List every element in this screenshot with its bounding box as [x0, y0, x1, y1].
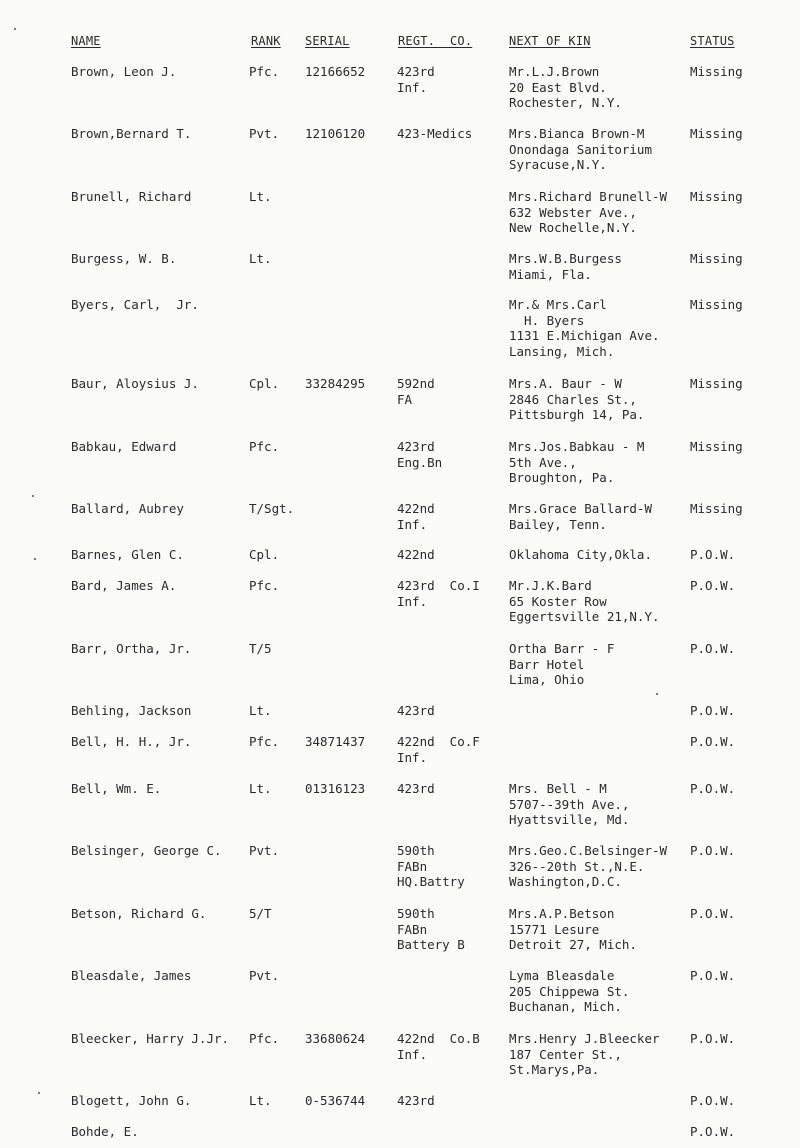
rank-cell: Lt.	[249, 1093, 272, 1108]
status-cell: Missing	[690, 439, 743, 454]
scan-speck	[38, 1092, 40, 1094]
rank-cell: 5/T	[249, 906, 272, 921]
rank-cell: Pvt.	[249, 968, 280, 983]
status-cell: P.O.W.	[690, 906, 736, 921]
regt-co-cell: 592nd FA	[397, 376, 435, 407]
scan-speck	[32, 495, 34, 497]
status-cell: Missing	[690, 64, 743, 79]
status-cell: P.O.W.	[690, 968, 736, 983]
status-cell: Missing	[690, 297, 743, 312]
status-cell: P.O.W.	[690, 703, 736, 718]
name-cell: Betson, Richard G.	[71, 906, 207, 921]
next-of-kin-cell: Mr.& Mrs.Carl H. Byers 1131 E.Michigan Ave. Lansing, Mich.	[509, 297, 660, 360]
serial-cell: 33680624	[305, 1031, 366, 1046]
rank-cell: Cpl.	[249, 547, 280, 562]
name-cell: Bleecker, Harry J.Jr.	[71, 1031, 230, 1046]
rank-cell: Lt.	[249, 703, 272, 718]
regt-co-cell: 423rd Co.I Inf.	[397, 578, 480, 609]
scan-speck	[656, 693, 658, 695]
name-cell: Behling, Jackson	[71, 703, 192, 718]
name-cell: Bohde, E.	[71, 1124, 139, 1139]
serial-cell: 34871437	[305, 734, 366, 749]
rank-cell: T/Sgt.	[249, 501, 295, 516]
next-of-kin-cell: Mrs.Henry J.Bleecker 187 Center St., St.Marys,Pa.	[509, 1031, 660, 1078]
rank-cell: Cpl.	[249, 376, 280, 391]
header-serial: SERIAL	[305, 34, 350, 48]
rank-cell: Lt.	[249, 781, 272, 796]
regt-co-cell: 423rd	[397, 703, 435, 718]
next-of-kin-cell: Mrs.A. Baur - W 2846 Charles St., Pittsburgh 14, Pa.	[509, 376, 645, 423]
name-cell: Byers, Carl, Jr.	[71, 297, 199, 312]
status-cell: P.O.W.	[690, 843, 736, 858]
name-cell: Bard, James A.	[71, 578, 177, 593]
name-cell: Bleasdale, James	[71, 968, 192, 983]
next-of-kin-cell: Lyma Bleasdale 205 Chippewa St. Buchanan, Mich.	[509, 968, 630, 1015]
name-cell: Blogett, John G.	[71, 1093, 192, 1108]
serial-cell: 12166652	[305, 64, 366, 79]
status-cell: P.O.W.	[690, 578, 736, 593]
next-of-kin-cell: Mrs.Richard Brunell-W 632 Webster Ave., New Rochelle,N.Y.	[509, 189, 668, 236]
status-cell: Missing	[690, 189, 743, 204]
status-cell: Missing	[690, 501, 743, 516]
status-cell: P.O.W.	[690, 641, 736, 656]
rank-cell: Lt.	[249, 251, 272, 266]
name-cell: Bell, Wm. E.	[71, 781, 162, 796]
scan-speck	[14, 28, 16, 30]
status-cell: P.O.W.	[690, 547, 736, 562]
regt-co-cell: 590th FABn Battery B	[397, 906, 465, 953]
regt-co-cell: 423rd	[397, 781, 435, 796]
name-cell: Brown, Leon J.	[71, 64, 177, 79]
rank-cell: Pfc.	[249, 64, 280, 79]
serial-cell: 12106120	[305, 126, 366, 141]
regt-co-cell: 423rd Inf.	[397, 64, 435, 95]
header-status: STATUS	[690, 34, 735, 48]
status-cell: P.O.W.	[690, 1093, 736, 1108]
rank-cell: Pvt.	[249, 126, 280, 141]
rank-cell: Pfc.	[249, 578, 280, 593]
next-of-kin-cell: Ortha Barr - F Barr Hotel Lima, Ohio	[509, 641, 615, 688]
name-cell: Barr, Ortha, Jr.	[71, 641, 192, 656]
regt-co-cell: 422nd Inf.	[397, 501, 435, 532]
next-of-kin-cell: Mrs.Grace Ballard-W Bailey, Tenn.	[509, 501, 652, 532]
name-cell: Babkau, Edward	[71, 439, 177, 454]
status-cell: P.O.W.	[690, 781, 736, 796]
serial-cell: 01316123	[305, 781, 366, 796]
status-cell: Missing	[690, 376, 743, 391]
name-cell: Brown,Bernard T.	[71, 126, 192, 141]
scan-speck	[34, 558, 36, 560]
rank-cell: T/5	[249, 641, 272, 656]
name-cell: Belsinger, George C.	[71, 843, 222, 858]
rank-cell: Lt.	[249, 189, 272, 204]
regt-co-cell: 422nd	[397, 547, 435, 562]
next-of-kin-cell: Mr.L.J.Brown 20 East Blvd. Rochester, N.Y.	[509, 64, 622, 111]
regt-co-cell: 422nd Co.B Inf.	[397, 1031, 480, 1062]
next-of-kin-cell: Oklahoma City,Okla.	[509, 547, 652, 562]
rank-cell: Pvt.	[249, 843, 280, 858]
name-cell: Barnes, Glen C.	[71, 547, 184, 562]
name-cell: Baur, Aloysius J.	[71, 376, 199, 391]
header-next-of-kin: NEXT OF KIN	[509, 34, 591, 48]
header-regt-co: REGT. CO.	[398, 34, 473, 48]
next-of-kin-cell: Mrs.Bianca Brown-M Onondaga Sanitorium Syracuse,N.Y.	[509, 126, 652, 173]
regt-co-cell: 423rd	[397, 1093, 435, 1108]
status-cell: P.O.W.	[690, 734, 736, 749]
next-of-kin-cell: Mrs.Geo.C.Belsinger-W 326--20th St.,N.E. Washington,D.C.	[509, 843, 668, 890]
rank-cell: Pfc.	[249, 734, 280, 749]
header-name: NAME	[71, 34, 101, 48]
name-cell: Bell, H. H., Jr.	[71, 734, 192, 749]
serial-cell: 0-536744	[305, 1093, 366, 1108]
next-of-kin-cell: Mrs.Jos.Babkau - M 5th Ave., Broughton, Pa.	[509, 439, 645, 486]
regt-co-cell: 590th FABn HQ.Battry	[397, 843, 465, 890]
next-of-kin-cell: Mrs. Bell - M 5707--39th Ave., Hyattsville, Md.	[509, 781, 630, 828]
name-cell: Ballard, Aubrey	[71, 501, 184, 516]
regt-co-cell: 423-Medics	[397, 126, 473, 141]
status-cell: Missing	[690, 126, 743, 141]
next-of-kin-cell: Mrs.A.P.Betson 15771 Lesure Detroit 27, Mich.	[509, 906, 637, 953]
header-rank: RANK	[251, 34, 281, 48]
rank-cell: Pfc.	[249, 1031, 280, 1046]
next-of-kin-cell: Mr.J.K.Bard 65 Koster Row Eggertsville 21,N.Y.	[509, 578, 660, 625]
name-cell: Burgess, W. B.	[71, 251, 177, 266]
rank-cell: Pfc.	[249, 439, 280, 454]
next-of-kin-cell: Mrs.W.B.Burgess Miami, Fla.	[509, 251, 622, 282]
regt-co-cell: 422nd Co.F Inf.	[397, 734, 480, 765]
status-cell: Missing	[690, 251, 743, 266]
serial-cell: 33284295	[305, 376, 366, 391]
regt-co-cell: 423rd Eng.Bn	[397, 439, 443, 470]
status-cell: P.O.W.	[690, 1124, 736, 1139]
status-cell: P.O.W.	[690, 1031, 736, 1046]
name-cell: Brunell, Richard	[71, 189, 192, 204]
